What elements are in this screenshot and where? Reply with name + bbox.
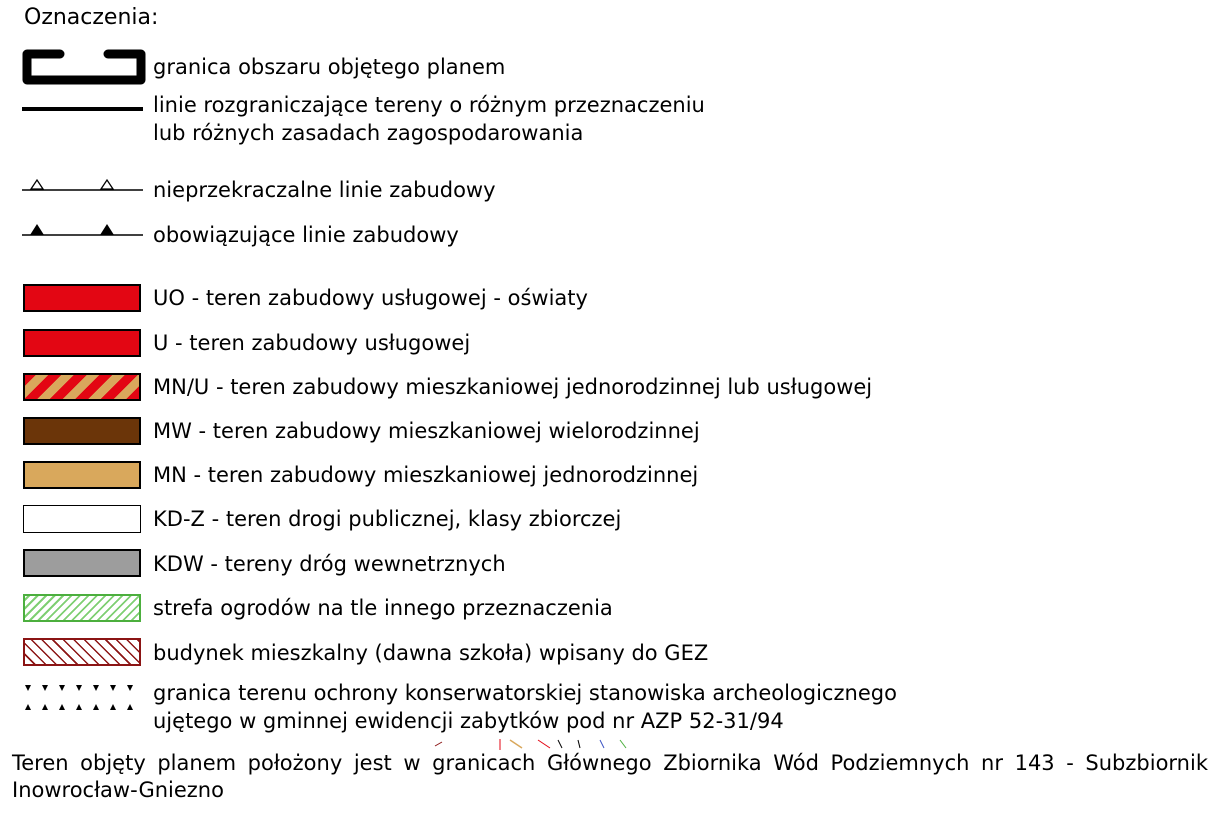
legend-entry-mn <box>0 461 1216 491</box>
mandatory-building-line-symbol <box>22 219 148 251</box>
mw-swatch <box>23 417 141 445</box>
legend-entry-plan-boundary <box>0 48 1216 88</box>
legend-entry-u <box>0 329 1216 359</box>
legend-entry-kdw <box>0 549 1216 579</box>
archaeological-zone-symbol <box>22 679 148 719</box>
legend-label: lub różnych zasadach zagospodarowania <box>153 121 584 145</box>
non-exceedable-building-line-symbol <box>22 174 148 206</box>
legend-entry-gez-building <box>0 638 1216 668</box>
plan-boundary-symbol <box>22 48 148 88</box>
kdw-swatch <box>23 549 141 577</box>
legend-entry-mnu <box>0 373 1216 403</box>
legend-label: KD-Z - teren drogi publicznej, klasy zbiorczej <box>153 507 622 531</box>
legend-entry-uo <box>0 284 1216 314</box>
legend-label: U - teren zabudowy usługowej <box>153 331 471 355</box>
kdz-swatch <box>23 505 141 533</box>
legend-entry-mw <box>0 417 1216 447</box>
gez-building-swatch <box>23 638 141 666</box>
uo-swatch <box>23 284 141 312</box>
legend-label: ujętego w gminnej ewidencji zabytków pod nr AZP 52-31/94 <box>153 709 784 733</box>
legend-label: granica obszaru objętego planem <box>153 55 506 79</box>
legend-title: Oznaczenia: <box>24 5 159 30</box>
legend-label: MN/U - teren zabudowy mieszkaniowej jednorodzinnej lub usługowej <box>153 375 873 399</box>
legend-label: UO - teren zabudowy usługowej - oświaty <box>153 286 588 310</box>
legend-label: granica terenu ochrony konserwatorskiej stanowiska archeologicznego <box>153 681 897 705</box>
legend-label: linie rozgraniczające tereny o różnym przeznaczeniu <box>153 93 705 117</box>
legend-entry-gardens <box>0 594 1216 624</box>
legend-label: KDW - tereny dróg wewnetrznych <box>153 552 506 576</box>
legend-entry-demarcation-lines <box>0 90 1216 150</box>
legend-entry-archaeological-zone <box>0 679 1216 737</box>
u-swatch <box>23 329 141 357</box>
legend-entry-non-exceedable-building-lines <box>0 174 1216 206</box>
legend-label: MN - teren zabudowy mieszkaniowej jednorodzinnej <box>153 463 699 487</box>
legend-label: strefa ogrodów na tle innego przeznaczenia <box>153 596 613 620</box>
legend-label: MW - teren zabudowy mieszkaniowej wielorodzinnej <box>153 419 700 443</box>
garden-zone-swatch <box>23 594 141 622</box>
legend-label: budynek mieszkalny (dawna szkoła) wpisany do GEZ <box>153 641 709 665</box>
legend-entry-kdz <box>0 505 1216 535</box>
footer-note: Teren objęty planem położony jest w granicach Głównego Zbiornika Wód Podziemnych nr 143 - Subzbiornik Inowrocław-Gniezno <box>12 751 1208 802</box>
mn-swatch <box>23 461 141 489</box>
demarcation-line-symbol <box>22 94 148 124</box>
legend-entry-mandatory-building-lines <box>0 219 1216 251</box>
mnu-swatch <box>23 373 141 401</box>
legend-label: obowiązujące linie zabudowy <box>153 223 459 247</box>
legend-label: nieprzekraczalne linie zabudowy <box>153 178 496 202</box>
